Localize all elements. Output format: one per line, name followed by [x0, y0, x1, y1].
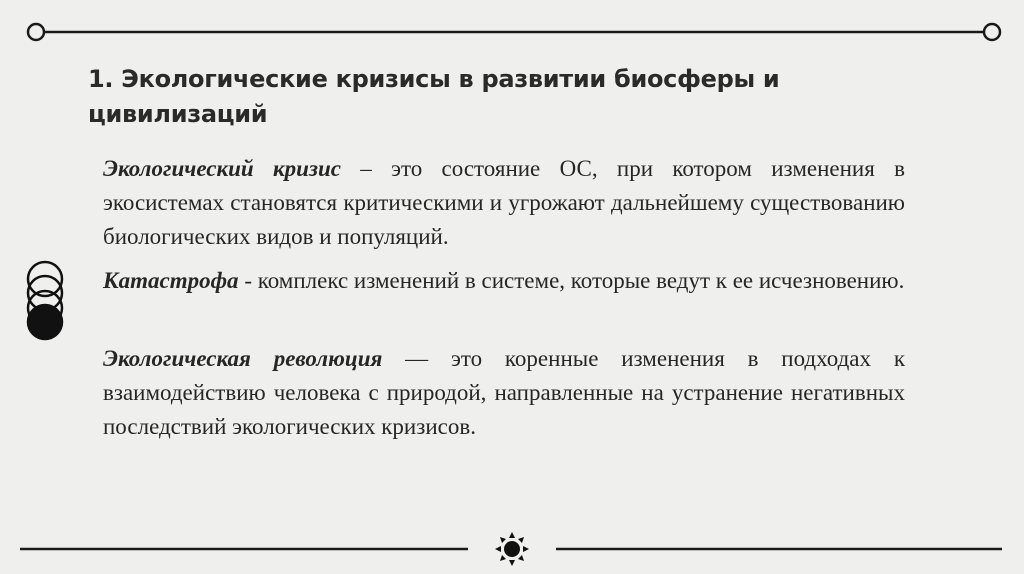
sun-icon	[495, 532, 529, 566]
definition-text: — это коренные изменения в подходах к взаимодействию человека с природой, направленные на устранение негативных последствий экологических кризисов.	[103, 346, 905, 439]
definition-ecological-revolution	[103, 342, 905, 444]
slide-title: 1. Экологические кризисы в развитии биосферы и цивилизаций	[88, 65, 780, 128]
term: Экологическая революция	[103, 346, 383, 371]
top-rule	[28, 24, 1000, 40]
definition-text: – это состояние ОС, при котором изменения в экосистемах становятся критическими и угрожают дальнейшему существованию биологических видов и популяций.	[103, 156, 905, 249]
term: Экологический кризис	[103, 156, 341, 181]
definition-text: - комплекс изменений в системе, которые ведут к ее исчезновению.	[238, 268, 905, 293]
term: Катастрофа	[103, 268, 239, 293]
definition-catastrophe	[103, 264, 905, 298]
definition-ecological-crisis	[103, 152, 905, 254]
stacked-circles-icon	[28, 262, 62, 339]
